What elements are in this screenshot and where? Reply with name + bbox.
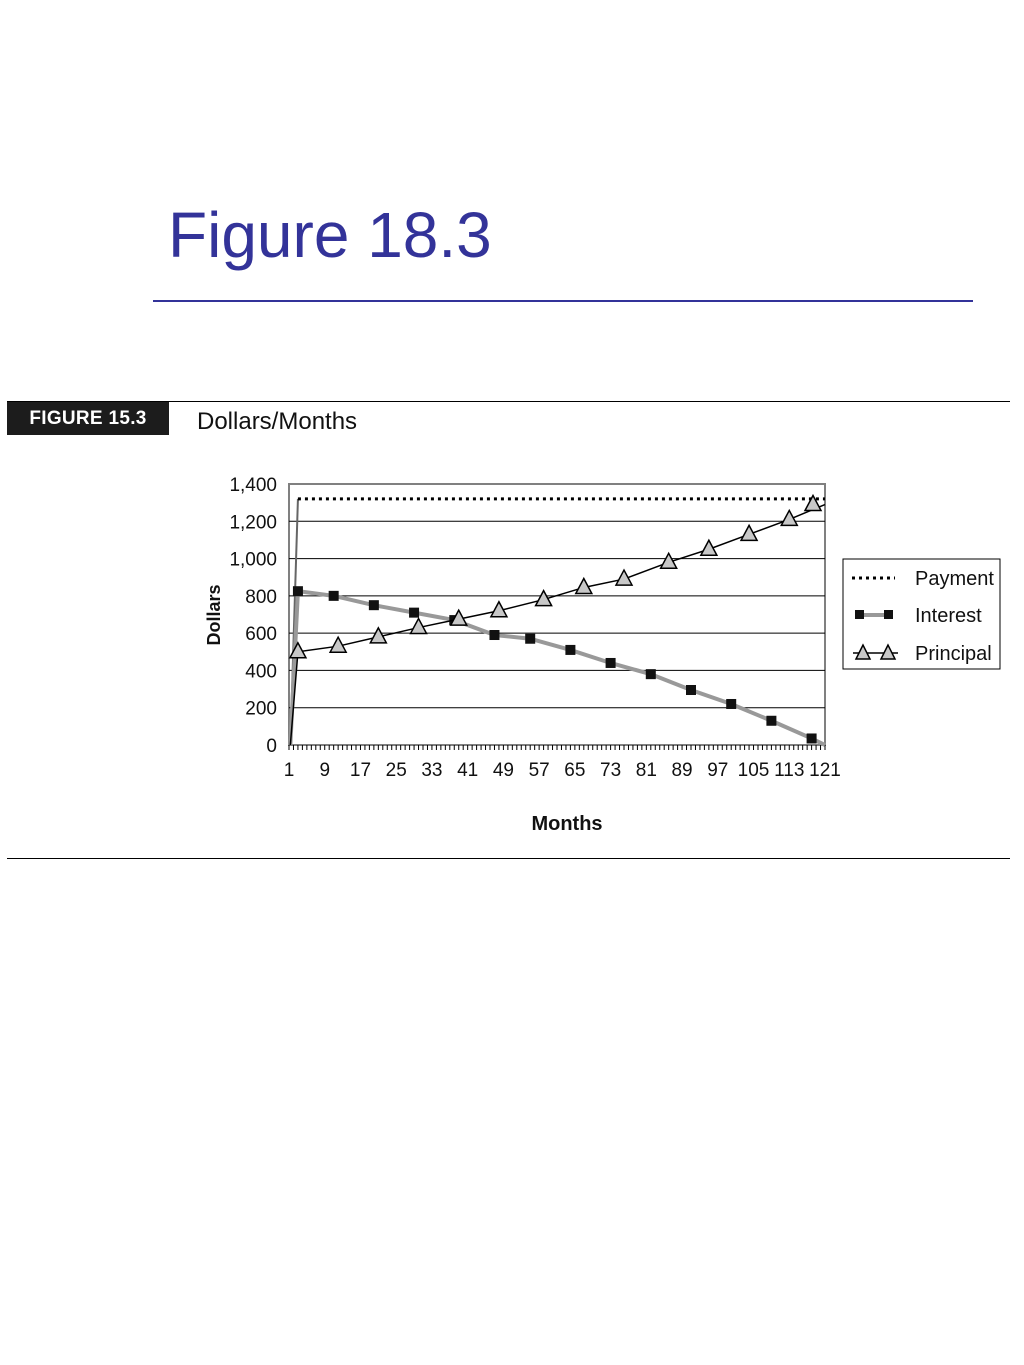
y-tick-label: 400 xyxy=(245,661,277,683)
figure-badge: FIGURE 15.3 xyxy=(7,402,169,435)
interest-point xyxy=(525,634,535,644)
x-tick-label: 9 xyxy=(319,760,331,781)
legend-marker-interest-2 xyxy=(884,610,893,619)
figure-caption: Dollars/Months xyxy=(197,408,358,435)
slide-title: Figure 18.3 xyxy=(168,199,492,271)
y-tick-label: 1,000 xyxy=(229,549,277,571)
x-tick-label: 33 xyxy=(421,760,443,781)
x-tick-label: 89 xyxy=(671,760,693,781)
interest-point xyxy=(565,645,575,655)
interest-point xyxy=(369,600,379,610)
x-axis-label: Months xyxy=(531,813,603,835)
legend-label-payment: Payment xyxy=(915,568,994,590)
x-axis-ticks xyxy=(284,745,841,781)
x-tick-label: 113 xyxy=(774,760,805,781)
interest-point xyxy=(766,716,776,726)
interest-point xyxy=(293,586,303,596)
x-tick-label: 57 xyxy=(528,760,550,781)
plot-area xyxy=(289,484,825,745)
y-tick-label: 1,200 xyxy=(229,512,277,534)
y-tick-label: 800 xyxy=(245,586,277,608)
legend-marker-interest-1 xyxy=(855,610,864,619)
x-tick-label: 121 xyxy=(809,760,841,781)
x-tick-label: 65 xyxy=(564,760,586,781)
y-axis-ticks xyxy=(229,475,277,757)
interest-point xyxy=(329,591,339,601)
x-tick-label: 97 xyxy=(707,760,729,781)
x-tick-label: 105 xyxy=(737,760,770,781)
interest-point xyxy=(646,669,656,679)
legend-label-principal: Principal xyxy=(915,643,992,665)
interest-point xyxy=(489,630,499,640)
x-tick-label: 49 xyxy=(492,760,514,781)
y-tick-label: 1,400 xyxy=(229,475,277,496)
interest-point xyxy=(409,608,419,618)
x-tick-label: 41 xyxy=(457,760,479,781)
interest-point xyxy=(726,699,736,709)
y-tick-label: 600 xyxy=(245,624,277,646)
interest-point xyxy=(606,658,616,668)
y-tick-label: 200 xyxy=(245,698,277,720)
x-tick-label: 81 xyxy=(635,760,657,781)
y-axis-label: Dollars xyxy=(204,584,224,646)
legend-label-interest: Interest xyxy=(915,605,982,627)
x-tick-label: 73 xyxy=(600,760,622,781)
x-tick-label: 17 xyxy=(349,760,372,781)
interest-point xyxy=(807,733,817,743)
legend xyxy=(843,559,1000,669)
x-tick-label: 25 xyxy=(385,760,407,781)
interest-point xyxy=(686,685,696,695)
y-tick-label: 0 xyxy=(266,736,277,757)
x-tick-label: 1 xyxy=(283,760,295,781)
